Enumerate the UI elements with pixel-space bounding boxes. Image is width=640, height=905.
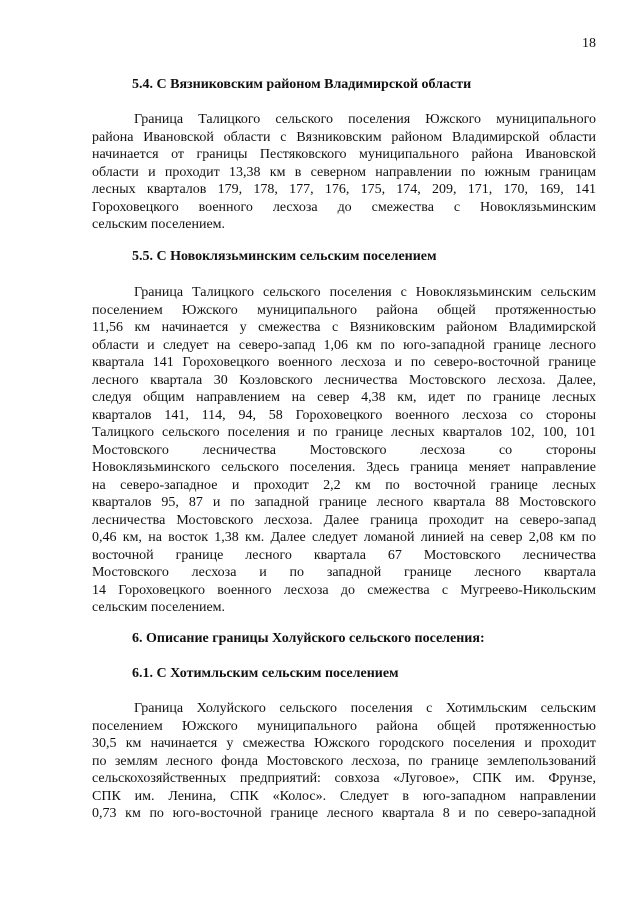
text-line: области и следует на северо-запад 1,06 км по юго-западной границе лесного [92,337,596,353]
text-line: Гороховецкого военного лесхоза до смежества с Новоклязьминским [92,199,596,215]
section-heading-5-4: 5.4. С Вязниковским районом Владимирской области [132,77,472,92]
text-line: Новоклязьминского сельского поселения. Здесь граница меняет направление [92,460,596,475]
text-line: области и проходит 13,38 км в северном направлении по южным границам [92,164,596,180]
text-line: 14 Гороховецкого военного лесхоза до смежества с Мугреево-Никольским [92,582,596,598]
text-line: поселением Южского муниципального района общей протяженностью [92,302,596,318]
section-heading-6-1: 6.1. С Хотимльским сельским поселением [132,666,399,681]
text-line: 0,73 км по юго-восточной границе лесного квартала 8 и по северо-западной [92,806,596,821]
text-line: лесных кварталов 179, 178, 177, 176, 175, 174, 209, 171, 170, 169, 141 [92,182,596,197]
text-line: сельскохозяйственных предприятий: совхоза «Луговое», СПК им. Фрунзе, [92,771,596,786]
text-line: Граница Талицкого сельского поселения Южского муниципального [134,112,596,127]
text-line: начинается от границы Пестяковского муниципального района Ивановской [92,147,596,162]
text-line: 0,46 км, на восток 1,38 км. Далее следует ломаной линией на север 2,08 км по [92,530,596,545]
text-line: лесничества Мостовского лесхоза. Далее граница проходит на северо-запад [92,512,596,528]
section-5-4-paragraph [92,111,596,234]
section-heading-6: 6. Описание границы Холуйского сельского поселения: [132,631,485,646]
text-line: Мостовского лесхоза и по западной границе лесного квартала [92,565,596,580]
text-line: поселением Южского муниципального района общей протяженностью [92,718,596,734]
text-line: следуя общим направлением на север 4,38 км, идет по границе лесных [92,390,596,405]
text-line: района Ивановской области с Вязниковским районом Владимирской области [92,129,596,145]
text-line: сельским поселением. [92,600,226,615]
text-line: сельским поселением. [92,217,226,232]
section-heading-5-5: 5.5. С Новоклязьминским сельским поселением [132,249,437,264]
text-line: по землям лесного фонда Мостовского лесхоза, по границе землепользований [92,753,596,769]
text-line: Граница Талицкого сельского поселения с Новоклязьминским сельским [134,285,596,300]
text-line: кварталов 95, 87 и по западной границе лесного квартала 88 Мостовского [92,495,596,510]
text-line: лесного квартала 30 Козловского лесничества Мостовского лесхоза. Далее, [92,372,596,388]
text-line: кварталов 141, 114, 94, 58 Гороховецкого военного лесхоза со стороны [92,407,596,423]
section-5-5-paragraph [92,284,596,617]
section-6-1-paragraph [92,700,596,823]
page-number: 18 [582,36,596,51]
text-line: Талицкого сельского поселения и по границе лесных кварталов 102, 100, 101 [92,425,596,440]
text-line: 11,56 км начинается у смежества с Вязниковским районом Владимирской [92,320,596,335]
text-line: на северо-западное и проходит 2,2 км по восточной границе лесных [92,477,596,493]
text-line: восточной границе лесного квартала 67 Мостовского лесничества [92,547,596,563]
text-line: СПК им. Ленина, СПК «Колос». Следует в юго-западном направлении [92,788,596,804]
text-line: квартала 141 Гороховецкого военного лесхоза и по северо-восточной границе [92,355,596,370]
text-line: Граница Холуйского сельского поселения с Хотимльским сельским [134,701,596,716]
text-line: 30,5 км начинается у смежества Южского городского поселения и проходит [92,736,596,751]
text-line: Мостовского лесничества Мостовского лесхоза со стороны [92,442,596,458]
